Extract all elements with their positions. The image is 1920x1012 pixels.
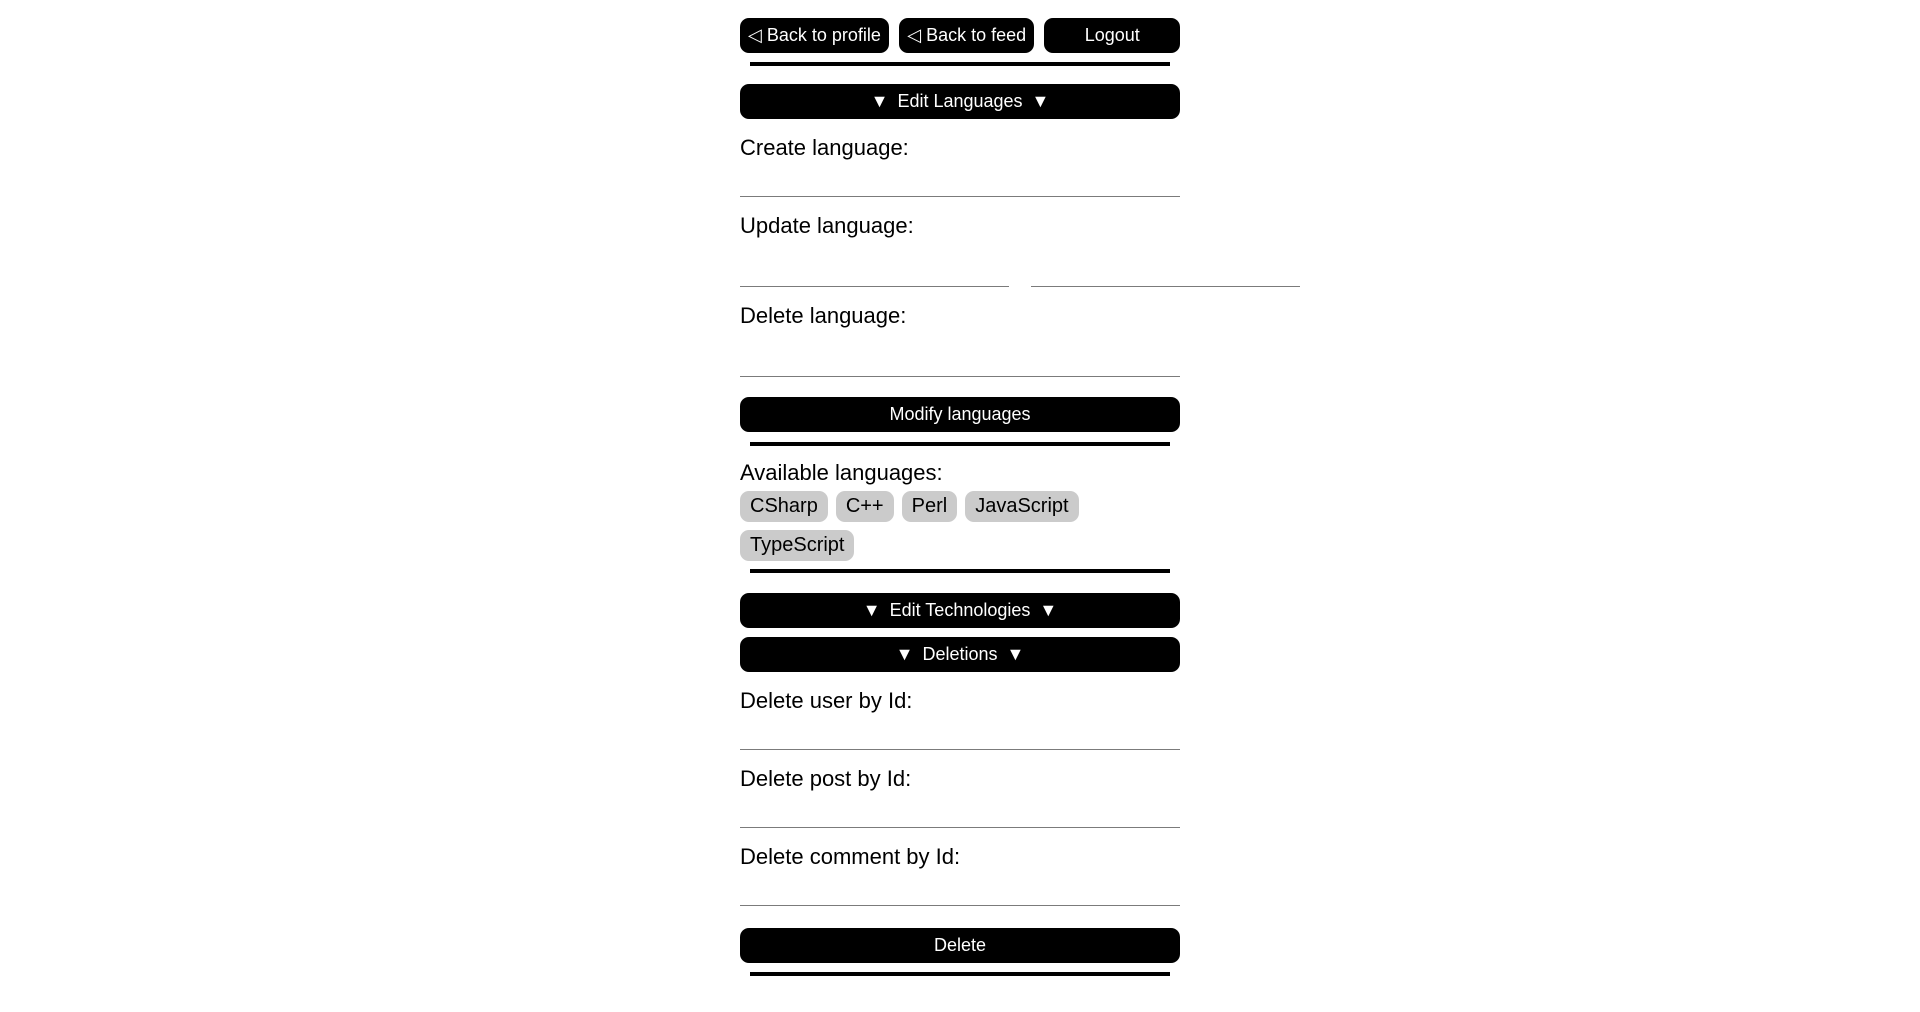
caret-down-icon: ▼ — [1006, 644, 1025, 664]
caret-down-icon: ▼ — [895, 644, 914, 664]
top-button-bar — [740, 18, 1180, 53]
divider — [750, 62, 1170, 66]
language-chip-list — [740, 491, 1180, 522]
delete-user-id-label: Delete user by Id: — [740, 688, 913, 713]
main-column — [740, 0, 1180, 976]
delete-comment-id-label: Delete comment by Id: — [740, 844, 961, 869]
caret-down-icon: ▼ — [862, 600, 881, 620]
delete-user-id-input[interactable] — [740, 714, 1180, 750]
caret-down-icon: ▼ — [1031, 91, 1050, 111]
language-chip-typescript: TypeScript — [740, 530, 854, 561]
modify-languages-button[interactable]: Modify languages — [740, 397, 1180, 432]
divider — [750, 442, 1170, 446]
back-to-profile-label: Back to profile — [766, 25, 881, 45]
back-triangle-icon: ◁ — [748, 25, 762, 45]
deletions-toggle-button[interactable] — [740, 637, 1180, 672]
delete-language-label: Delete language: — [740, 303, 907, 328]
back-to-feed-label: Back to feed — [926, 25, 1027, 45]
caret-down-icon: ▼ — [1039, 600, 1058, 620]
edit-languages-toggle-button[interactable] — [740, 84, 1180, 119]
logout-button[interactable]: Logout — [1044, 18, 1180, 53]
delete-button[interactable]: Delete — [740, 928, 1180, 963]
edit-technologies-toggle-label: Edit Technologies — [889, 600, 1031, 620]
delete-post-id-label: Delete post by Id: — [740, 766, 912, 791]
available-languages-label: Available languages: — [740, 460, 943, 485]
create-language-label: Create language: — [740, 135, 909, 160]
delete-comment-id-input[interactable] — [740, 870, 1180, 906]
delete-language-input[interactable] — [740, 341, 1180, 377]
update-language-row — [740, 251, 1180, 287]
update-language-label: Update language: — [740, 213, 914, 238]
language-chip-list — [740, 530, 1180, 561]
back-to-profile-button[interactable] — [740, 18, 889, 53]
language-chip-javascript: JavaScript — [965, 491, 1078, 522]
language-chip-cpp: C++ — [836, 491, 894, 522]
delete-post-id-input[interactable] — [740, 792, 1180, 828]
edit-technologies-toggle-button[interactable] — [740, 593, 1180, 628]
caret-down-icon: ▼ — [870, 91, 889, 111]
language-chip-perl: Perl — [902, 491, 958, 522]
create-language-input[interactable] — [740, 161, 1180, 197]
back-triangle-icon: ◁ — [907, 25, 922, 45]
deletions-toggle-label: Deletions — [922, 644, 998, 664]
language-chip-csharp: CSharp — [740, 491, 828, 522]
update-language-old-input[interactable] — [740, 251, 1009, 287]
back-to-feed-button[interactable] — [899, 18, 1035, 53]
divider — [750, 569, 1170, 573]
edit-languages-toggle-label: Edit Languages — [897, 91, 1023, 111]
update-language-new-input[interactable] — [1031, 251, 1300, 287]
divider — [750, 972, 1170, 976]
